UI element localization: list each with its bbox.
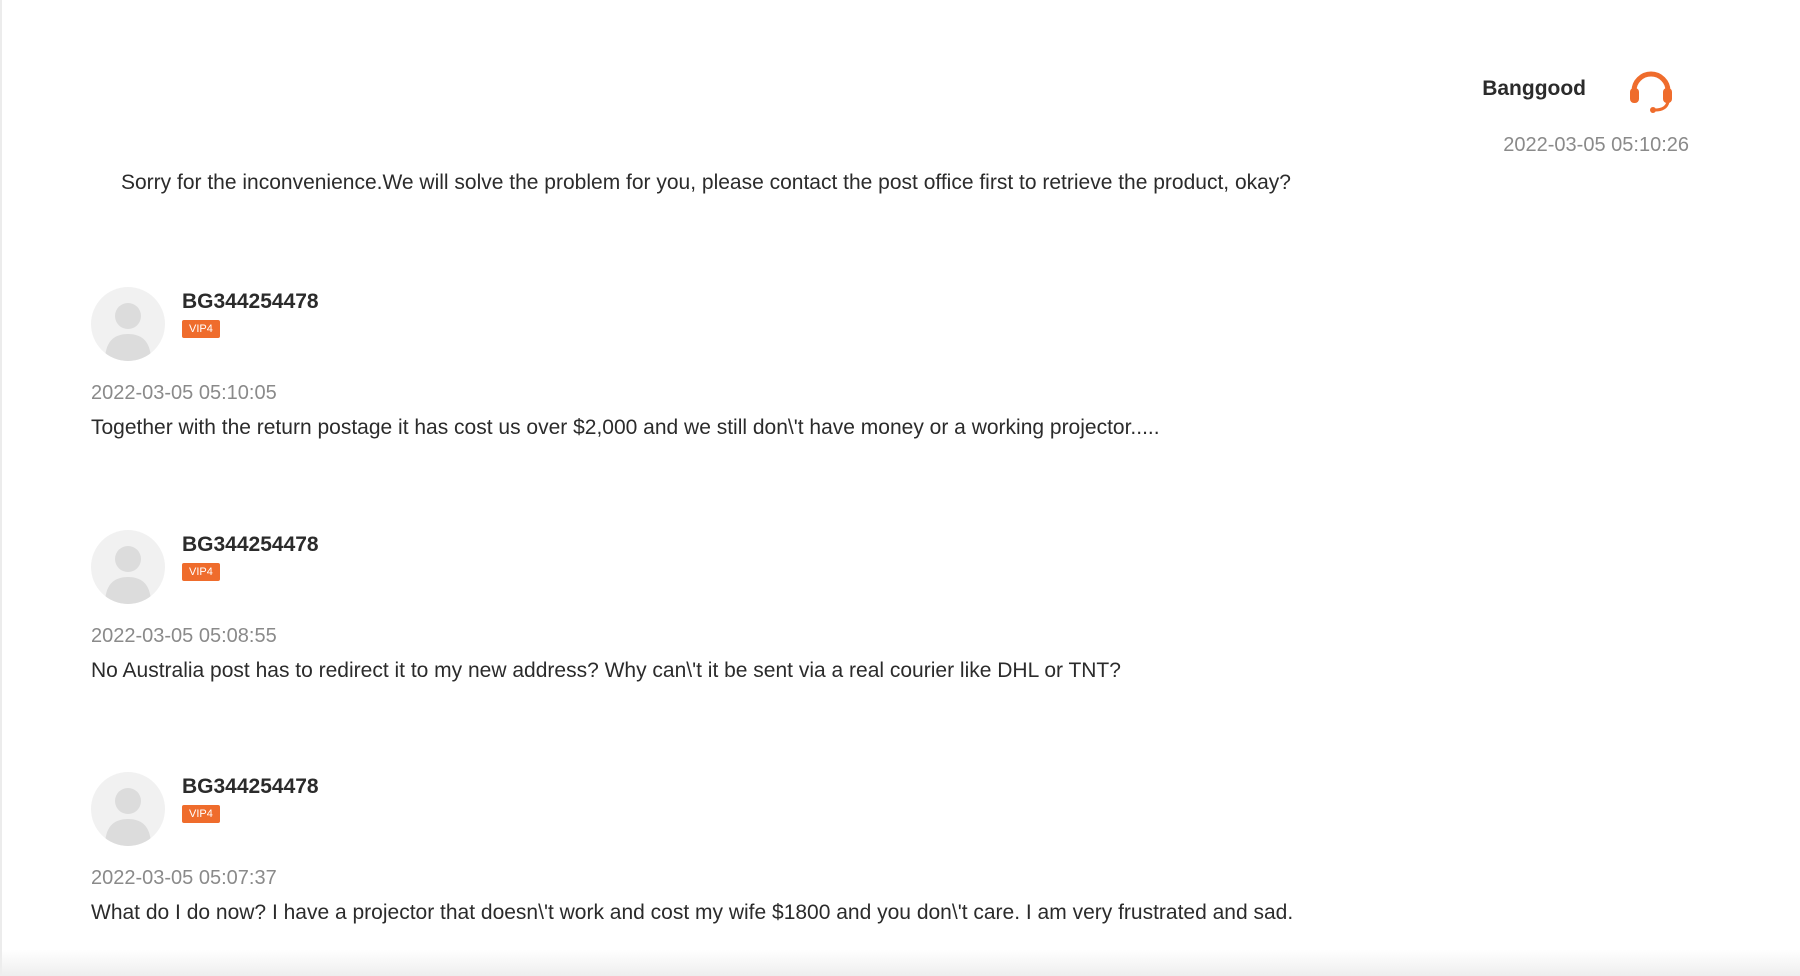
message-item xyxy=(91,772,1591,926)
message-item xyxy=(91,287,1591,441)
message-header xyxy=(91,772,1591,846)
vip-badge: VIP4 xyxy=(182,563,220,581)
message-timestamp: 2022-03-05 05:10:05 xyxy=(91,382,277,404)
staff-reply-text: Sorry for the inconvenience.We will solve the problem for you, please contact the post office first to retrieve the product, okay? xyxy=(121,171,1291,194)
staff-name: Banggood xyxy=(1482,77,1586,100)
vip-badge: VIP4 xyxy=(182,805,220,823)
user-avatar-icon[interactable] xyxy=(91,530,165,604)
message-item xyxy=(91,530,1591,684)
message-timestamp: 2022-03-05 05:08:55 xyxy=(91,625,277,647)
left-divider xyxy=(0,0,2,976)
message-text: Together with the return postage it has cost us over $2,000 and we still don\'t have money or a working projector..... xyxy=(91,416,1160,439)
username[interactable]: BG344254478 xyxy=(182,290,319,313)
message-header xyxy=(91,530,1591,604)
message-text: What do I do now? I have a projector that doesn\'t work and cost my wife $1800 and you don\'t care. I am very frustrated and sad. xyxy=(91,901,1294,924)
user-meta xyxy=(182,772,319,823)
staff-reply-header xyxy=(1482,62,1678,116)
message-timestamp: 2022-03-05 05:07:37 xyxy=(91,867,277,889)
user-meta xyxy=(182,530,319,581)
headset-icon xyxy=(1624,62,1678,116)
user-meta xyxy=(182,287,319,338)
vip-badge: VIP4 xyxy=(182,320,220,338)
username[interactable]: BG344254478 xyxy=(182,533,319,556)
user-avatar-icon[interactable] xyxy=(91,772,165,846)
username[interactable]: BG344254478 xyxy=(182,775,319,798)
user-avatar-icon[interactable] xyxy=(91,287,165,361)
message-text: No Australia post has to redirect it to my new address? Why can\'t it be sent via a real courier like DHL or TNT? xyxy=(91,659,1121,682)
message-header xyxy=(91,287,1591,361)
bottom-fade xyxy=(0,950,1800,976)
staff-reply-timestamp: 2022-03-05 05:10:26 xyxy=(1503,134,1689,156)
